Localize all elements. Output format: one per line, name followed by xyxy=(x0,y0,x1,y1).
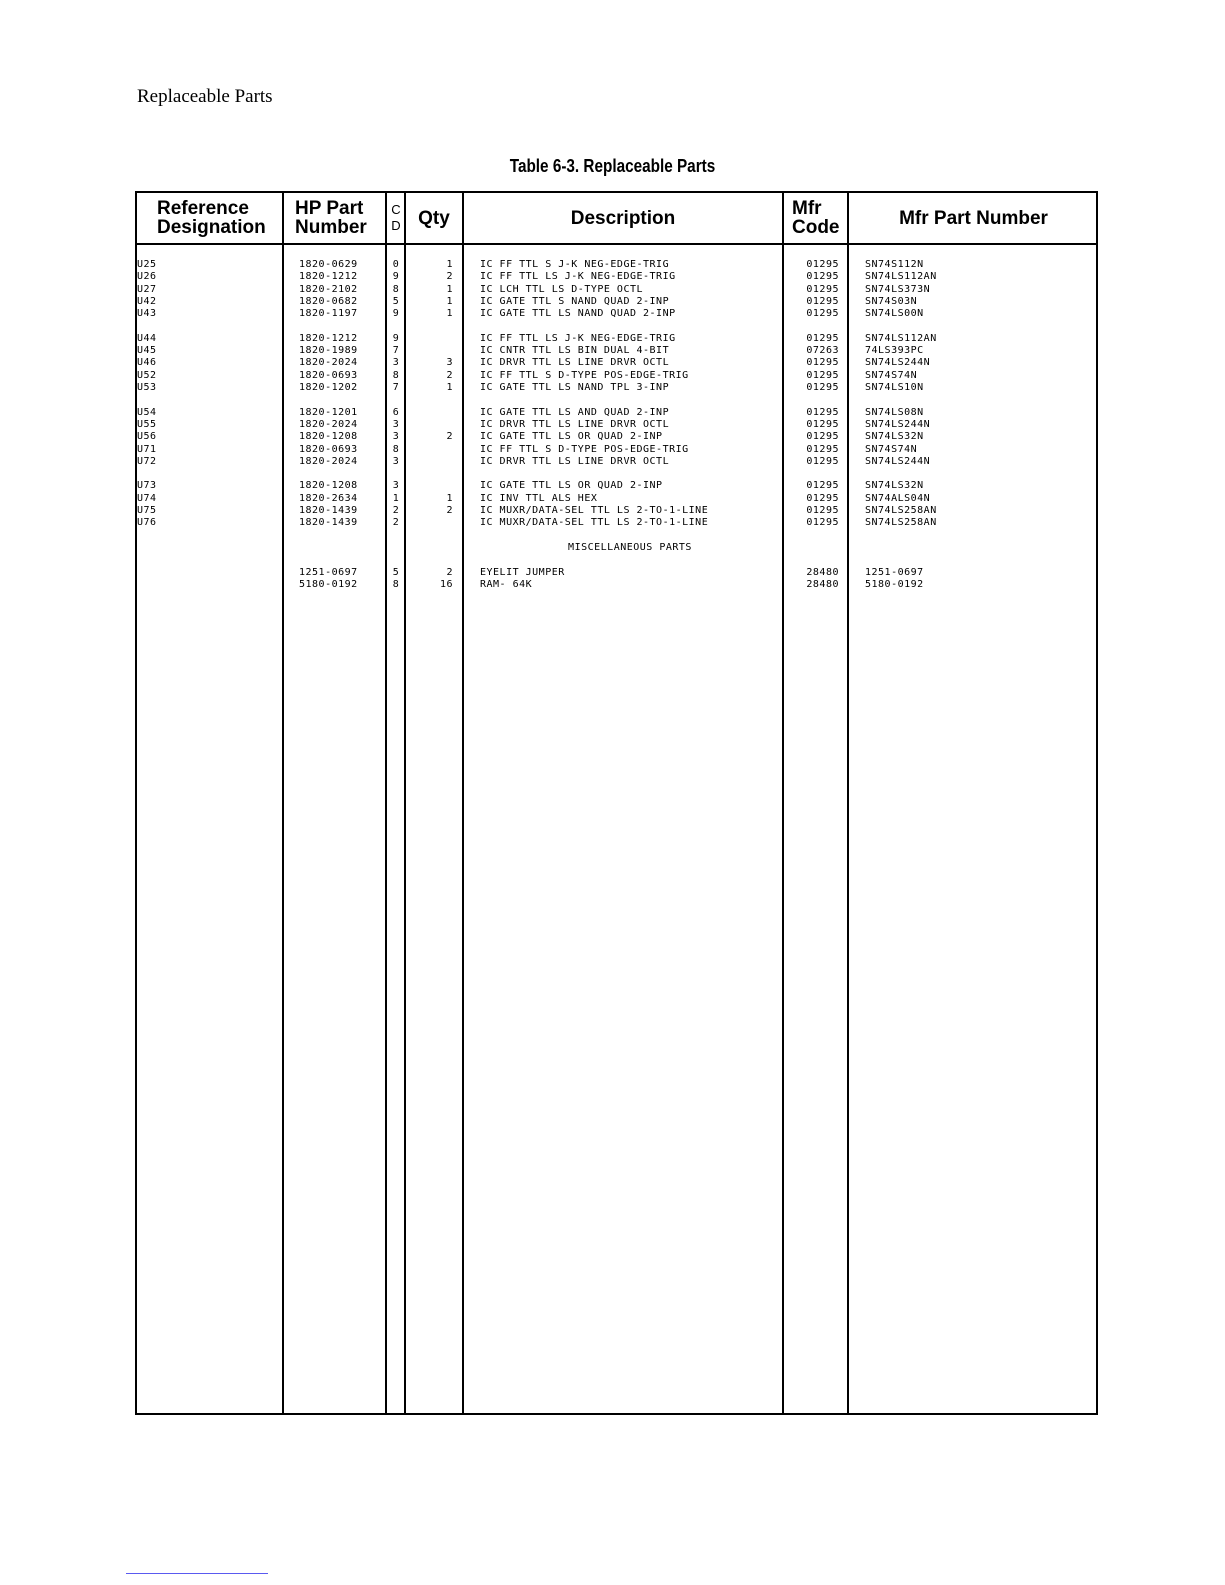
cell-mfr-part-number: SN74LS08N xyxy=(865,406,924,418)
cell-check-digit: 8 xyxy=(392,283,400,295)
cell-reference: U75 xyxy=(137,505,157,516)
cell-description: IC CNTR TTL LS BIN DUAL 4-BIT xyxy=(480,345,670,357)
cell-hp-part-number: 1820-2102 xyxy=(299,283,358,295)
header-text: C xyxy=(391,202,401,217)
cell-description: IC FF TTL LS J-K NEG-EDGE-TRIG xyxy=(480,271,676,283)
cell-reference: U56 xyxy=(137,431,157,443)
header-text: Mfr xyxy=(792,198,822,219)
cell-reference: U25 xyxy=(137,259,157,270)
cell-mfr-code: 01295 xyxy=(806,271,839,283)
cell-mfr-part-number: SN74LS32N xyxy=(865,431,924,443)
cell-check-digit: 1 xyxy=(392,492,400,504)
header-reference-designation xyxy=(157,193,282,243)
cell-mfr-part-number: SN74LS258AN xyxy=(865,517,937,529)
cell-description: IC GATE TTL S NAND QUAD 2-INP xyxy=(480,295,670,307)
cell-reference: U54 xyxy=(137,406,157,418)
cell-mfr-code: 01295 xyxy=(806,357,839,369)
cell-reference: U27 xyxy=(137,283,157,295)
cell-mfr-code: 01295 xyxy=(806,295,839,307)
cell-mfr-code: 01295 xyxy=(806,431,839,443)
cell-qty: 1 xyxy=(446,382,453,393)
header-description xyxy=(464,193,782,243)
section-heading: Replaceable Parts xyxy=(137,86,273,107)
cell-mfr-code: 01295 xyxy=(806,369,839,381)
cell-mfr-code: 01295 xyxy=(806,406,839,418)
cell-mfr-part-number: SN74ALS04N xyxy=(865,492,931,504)
cell-reference: U45 xyxy=(137,345,157,357)
cell-reference: U26 xyxy=(137,271,157,283)
cell-description: IC FF TTL S J-K NEG-EDGE-TRIG xyxy=(480,259,670,270)
cell-check-digit: 8 xyxy=(392,443,400,455)
cell-mfr-code: 01295 xyxy=(806,443,839,455)
cell-description: IC MUXR/DATA-SEL TTL LS 2-TO-1-LINE xyxy=(480,517,709,529)
cell-description: IC GATE TTL LS NAND TPL 3-INP xyxy=(480,382,670,393)
cell-qty: 1 xyxy=(446,259,453,270)
header-check-digit xyxy=(388,193,404,243)
cell-mfr-code: 07263 xyxy=(806,345,839,357)
footer-link-underline xyxy=(126,1573,268,1574)
cell-description: IC DRVR TTL LS LINE DRVR OCTL xyxy=(480,357,670,369)
cell-check-digit: 0 xyxy=(392,259,400,270)
cell-mfr-code: 01295 xyxy=(806,259,839,270)
cell-check-digit: 9 xyxy=(392,271,400,283)
cell-qty: 16 xyxy=(439,578,453,590)
column-divider xyxy=(385,193,387,1413)
cell-check-digit: 3 xyxy=(392,431,400,443)
cell-check-digit: 3 xyxy=(392,418,400,430)
cell-description: IC INV TTL ALS HEX xyxy=(480,492,598,504)
cell-hp-part-number: 1820-1989 xyxy=(299,345,358,357)
cell-mfr-code: 01295 xyxy=(806,492,839,504)
table-title: Table 6-3. Replaceable Parts xyxy=(509,156,716,176)
cell-mfr-part-number: SN74LS112AN xyxy=(865,332,937,344)
cell-mfr-part-number: SN74LS00N xyxy=(865,308,924,320)
cell-mfr-code: 01295 xyxy=(806,505,839,516)
header-text: Reference xyxy=(157,198,249,219)
cell-qty: 2 xyxy=(446,369,453,381)
cell-description: IC FF TTL S D-TYPE POS-EDGE-TRIG xyxy=(480,369,689,381)
cell-hp-part-number: 1820-1202 xyxy=(299,382,358,393)
cell-description: IC DRVR TTL LS LINE DRVR OCTL xyxy=(480,418,670,430)
cell-qty: 2 xyxy=(446,566,453,578)
cell-reference: U55 xyxy=(137,418,157,430)
header-qty xyxy=(406,193,462,243)
cell-qty: 3 xyxy=(446,357,453,369)
cell-reference: U44 xyxy=(137,332,157,344)
header-mfr-code xyxy=(792,193,847,243)
cell-hp-part-number: 1820-1212 xyxy=(299,332,358,344)
cell-hp-part-number: 1820-0629 xyxy=(299,259,358,270)
cell-reference: U53 xyxy=(137,382,157,393)
cell-hp-part-number: 1251-0697 xyxy=(299,566,358,578)
cell-hp-part-number: 1820-1212 xyxy=(299,271,358,283)
header-text: Qty xyxy=(418,207,450,229)
cell-check-digit: 9 xyxy=(392,332,400,344)
cell-mfr-code: 28480 xyxy=(806,578,839,590)
cell-hp-part-number: 1820-1439 xyxy=(299,505,358,516)
cell-check-digit: 8 xyxy=(392,369,400,381)
parts-table xyxy=(135,191,1098,1415)
cell-description: IC MUXR/DATA-SEL TTL LS 2-TO-1-LINE xyxy=(480,505,709,516)
header-text: Code xyxy=(792,217,840,238)
cell-hp-part-number: 1820-2024 xyxy=(299,357,358,369)
cell-hp-part-number: 1820-2024 xyxy=(299,455,358,467)
cell-mfr-part-number: SN74LS10N xyxy=(865,382,924,393)
cell-hp-part-number: 1820-0682 xyxy=(299,295,358,307)
cell-check-digit: 3 xyxy=(392,455,400,467)
cell-hp-part-number: 1820-2024 xyxy=(299,418,358,430)
cell-mfr-part-number: SN74LS244N xyxy=(865,418,931,430)
cell-mfr-part-number: SN74LS112AN xyxy=(865,271,937,283)
cell-mfr-code: 01295 xyxy=(806,332,839,344)
header-hp-part-number xyxy=(295,193,385,243)
cell-description: IC FF TTL LS J-K NEG-EDGE-TRIG xyxy=(480,332,676,344)
cell-mfr-code: 01295 xyxy=(806,308,839,320)
column-divider xyxy=(404,193,406,1413)
cell-qty: 2 xyxy=(446,505,453,516)
cell-mfr-part-number: 74LS393PC xyxy=(865,345,924,357)
header-text: HP Part xyxy=(295,198,364,219)
cell-check-digit: 3 xyxy=(392,357,400,369)
cell-reference: U42 xyxy=(137,295,157,307)
cell-qty: 1 xyxy=(446,295,453,307)
cell-mfr-code: 01295 xyxy=(806,418,839,430)
cell-check-digit: 2 xyxy=(392,517,400,529)
column-divider xyxy=(282,193,284,1413)
cell-mfr-part-number: SN74LS244N xyxy=(865,357,931,369)
cell-description: IC GATE TTL LS OR QUAD 2-INP xyxy=(480,431,663,443)
cell-mfr-part-number: SN74LS373N xyxy=(865,283,931,295)
cell-mfr-code: 01295 xyxy=(806,455,839,467)
cell-mfr-code: 01295 xyxy=(806,382,839,393)
header-text: Description xyxy=(570,207,676,229)
cell-mfr-part-number: SN74S74N xyxy=(865,369,918,381)
cell-hp-part-number: 1820-1197 xyxy=(299,308,358,320)
cell-check-digit: 5 xyxy=(392,566,400,578)
header-text: Number xyxy=(295,217,367,238)
cell-check-digit: 6 xyxy=(392,406,400,418)
header-text: D xyxy=(391,218,401,233)
cell-hp-part-number: 1820-1208 xyxy=(299,431,358,443)
cell-hp-part-number: 1820-0693 xyxy=(299,369,358,381)
cell-description: IC FF TTL S D-TYPE POS-EDGE-TRIG xyxy=(480,443,689,455)
cell-hp-part-number: 1820-1201 xyxy=(299,406,358,418)
cell-check-digit: 7 xyxy=(392,345,400,357)
cell-reference: U76 xyxy=(137,517,157,529)
cell-hp-part-number: 1820-0693 xyxy=(299,443,358,455)
cell-hp-part-number: 5180-0192 xyxy=(299,578,358,590)
cell-mfr-part-number: SN74S03N xyxy=(865,295,918,307)
cell-reference: U72 xyxy=(137,455,157,467)
cell-description: EYELIT JUMPER xyxy=(480,566,565,578)
cell-reference: U71 xyxy=(137,443,157,455)
cell-reference: U74 xyxy=(137,492,157,504)
cell-mfr-part-number: SN74LS32N xyxy=(865,480,924,492)
cell-check-digit: 2 xyxy=(392,505,400,516)
cell-mfr-code: 01295 xyxy=(806,283,839,295)
cell-reference: U46 xyxy=(137,357,157,369)
cell-hp-part-number: 1820-1439 xyxy=(299,517,358,529)
column-divider xyxy=(847,193,849,1413)
header-text: Designation xyxy=(157,217,266,238)
misc-parts-heading: MISCELLANEOUS PARTS xyxy=(568,541,692,553)
cell-qty: 1 xyxy=(446,492,453,504)
cell-description: IC GATE TTL LS OR QUAD 2-INP xyxy=(480,480,663,492)
cell-mfr-code: 01295 xyxy=(806,480,839,492)
header-rule xyxy=(137,243,1096,245)
column-divider xyxy=(462,193,464,1413)
cell-mfr-part-number: SN74S112N xyxy=(865,259,924,270)
cell-hp-part-number: 1820-1208 xyxy=(299,480,358,492)
cell-description: IC LCH TTL LS D-TYPE OCTL xyxy=(480,283,644,295)
cell-mfr-part-number: SN74LS258AN xyxy=(865,505,937,516)
header-mfr-part-number xyxy=(849,193,1098,243)
cell-check-digit: 9 xyxy=(392,308,400,320)
cell-description: IC GATE TTL LS AND QUAD 2-INP xyxy=(480,406,670,418)
cell-description: RAM- 64K xyxy=(480,578,533,590)
cell-description: IC DRVR TTL LS LINE DRVR OCTL xyxy=(480,455,670,467)
cell-reference: U52 xyxy=(137,369,157,381)
cell-check-digit: 5 xyxy=(392,295,400,307)
cell-qty: 1 xyxy=(446,283,453,295)
cell-mfr-part-number: SN74S74N xyxy=(865,443,918,455)
cell-qty: 2 xyxy=(446,431,453,443)
column-divider xyxy=(782,193,784,1413)
cell-reference: U43 xyxy=(137,308,157,320)
cell-mfr-part-number: 1251-0697 xyxy=(865,566,924,578)
cell-reference: U73 xyxy=(137,480,157,492)
cell-mfr-part-number: 5180-0192 xyxy=(865,578,924,590)
cell-mfr-part-number: SN74LS244N xyxy=(865,455,931,467)
cell-mfr-code: 01295 xyxy=(806,517,839,529)
cell-hp-part-number: 1820-2634 xyxy=(299,492,358,504)
header-text: Mfr Part Number xyxy=(899,207,1048,229)
cell-check-digit: 3 xyxy=(392,480,400,492)
cell-check-digit: 8 xyxy=(392,578,400,590)
cell-description: IC GATE TTL LS NAND QUAD 2-INP xyxy=(480,308,676,320)
cell-mfr-code: 28480 xyxy=(806,566,839,578)
cell-check-digit: 7 xyxy=(392,382,400,393)
cell-qty: 2 xyxy=(446,271,453,283)
cell-qty: 1 xyxy=(446,308,453,320)
